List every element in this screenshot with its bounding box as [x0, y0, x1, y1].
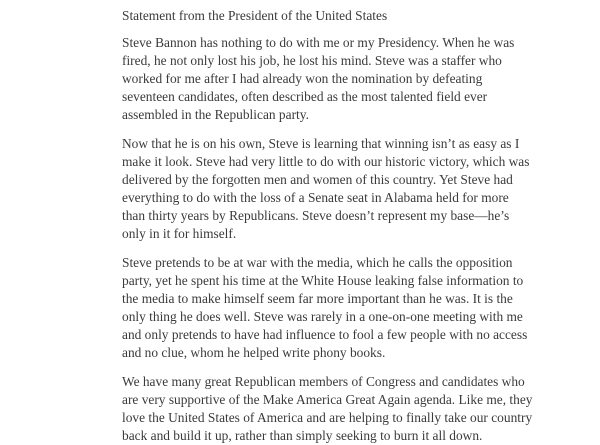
paragraph-line: only in it for himself.	[122, 226, 237, 241]
paragraph-line: worked for me after I had already won the nomination by defeating	[122, 71, 483, 86]
paragraph-line: party, yet he spent his time at the White House leaking false information to	[122, 273, 524, 288]
paragraph-line: and no clue, whom he helped write phony books.	[122, 345, 386, 360]
paragraph-line: and only pretends to have had influence to fool a few people with no access	[122, 327, 528, 342]
paragraph-3	[122, 254, 600, 362]
paragraph-line: make it look. Steve had very little to do with our historic victory, which was	[122, 154, 530, 169]
paragraph-line: Steve pretends to be at war with the media, which he calls the opposition	[122, 255, 513, 270]
paragraph-line: Now that he is on his own, Steve is learning that winning isn’t as easy as I	[122, 136, 520, 151]
paragraph-1	[122, 34, 600, 124]
paragraph-line: We have many great Republican members of Congress and candidates who	[122, 374, 525, 389]
statement-title: Statement from the President of the United States	[122, 8, 388, 23]
paragraph-line: only thing he does well. Steve was rarely in a one-on-one meeting with me	[122, 309, 523, 324]
paragraph-line: everything to do with the loss of a Senate seat in Alabama held for more	[122, 190, 509, 205]
paragraph-line: delivered by the forgotten men and women of this country. Yet Steve had	[122, 172, 513, 187]
paragraph-line: are very supportive of the Make America Great Again agenda. Like me, they	[122, 392, 533, 407]
paragraph-2	[122, 135, 600, 243]
paragraph-line: fired, he not only lost his job, he lost his mind. Steve was a staffer who	[122, 53, 502, 68]
paragraph-line: back and build it up, rather than simply seeking to burn it all down.	[122, 428, 483, 443]
paragraph-line: than thirty years by Republicans. Steve doesn’t represent my base—he’s	[122, 208, 510, 223]
paragraph-line: Steve Bannon has nothing to do with me or my Presidency. When he was	[122, 35, 515, 50]
paragraph-line: seventeen candidates, often described as the most talented field ever	[122, 89, 488, 104]
paragraph-line: the media to make himself seem far more important than he was. It is the	[122, 291, 513, 306]
paragraph-line: love the United States of America and are helping to finally take our country	[122, 410, 533, 425]
paragraph-4	[122, 373, 600, 445]
paragraph-line: assembled in the Republican party.	[122, 107, 309, 122]
